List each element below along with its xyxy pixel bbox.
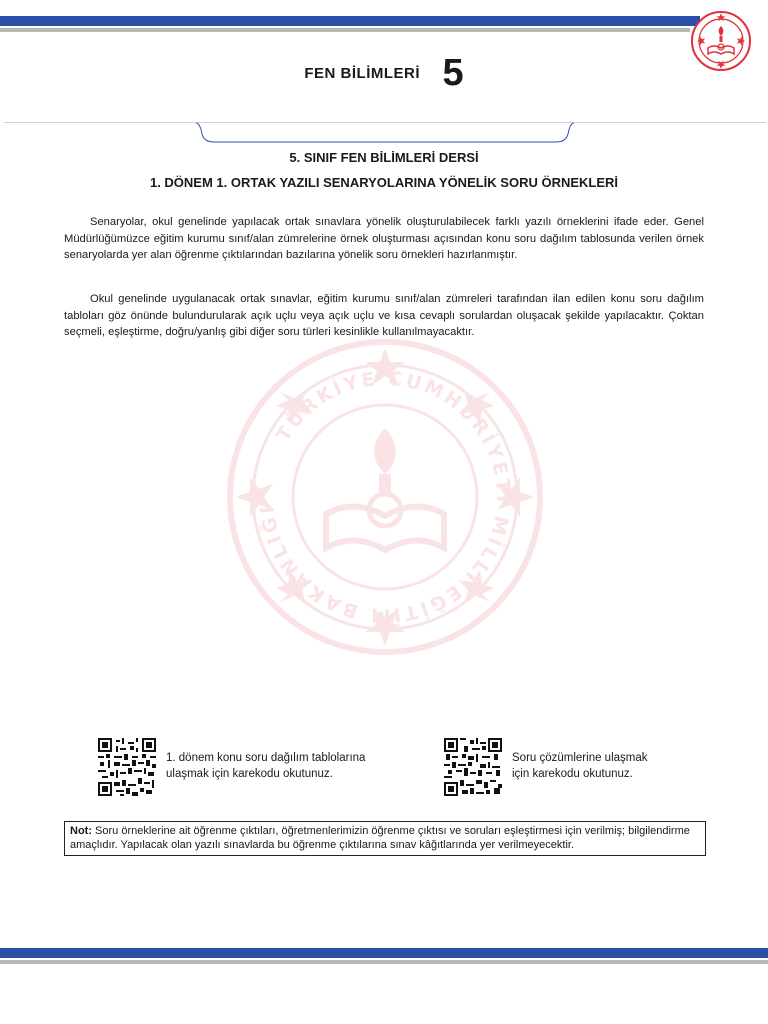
watermark-ring-text: TÜRKİYE CUMHURİYETİ MİLLİ EĞİTİM BAKANLIĞI: [256, 367, 515, 627]
note-box: [64, 821, 706, 856]
document-subtitle: 1. DÖNEM 1. ORTAK YAZILI SENARYOLARINA YÖNELİK SORU ÖRNEKLERİ: [149, 175, 619, 190]
qr-caption-distribution: 1. dönem konu soru dağılım tablolarına ulaşmak için karekodu okutunuz.: [166, 752, 366, 780]
document-title: 5. SINIF FEN BİLİMLERİ DERSİ: [289, 150, 479, 165]
intro-paragraph: Senaryolar, okul genelinde yapılacak ortak sınavlara yönelik oluşturulabilecek farklı yazılı örneklerini ifade eder. Genel Müdürlüğümüzce eğitim kurumu sınıf/alan zümrelerine örnek oluşturması açısından konu soru dağılım tablosunda verilen örnek senaryolarda yer alan öğrenme çıktılarından bazılarına yönelik soru örnekleri hazırlanmıştır.: [64, 216, 704, 262]
subject-title: FEN BİLİMLERİ: [304, 65, 421, 82]
top-gray-bar: [0, 28, 690, 32]
qr-caption-solutions: Soru çözümlerine ulaşmak için karekodu okutunuz.: [512, 752, 648, 780]
meb-seal-watermark-icon: [226, 338, 544, 656]
grade-number: 5: [442, 52, 464, 94]
note-text: Soru örneklerine ait öğrenme çıktıları, öğretmenlerimizin öğrenme çıktısı ve soruları eşleştirmesi için verilmiş; bilgilendirme amaçlıdır. Yapılacak olan yazılı sınavlarda bu öğrenme çıktılarına sınav kâğıtlarında yer verilmeyecektir.: [70, 825, 690, 851]
bottom-accent-bar: [0, 948, 768, 958]
top-accent-bar: [0, 16, 700, 26]
rules-paragraph: Okul genelinde uygulanacak ortak sınavlar, eğitim kurumu sınıf/alan zümreleri tarafından ilan edilen konu soru dağılım tabloları göz önünde bulundurularak açık uçlu veya açık uçlu ve kısa cevaplı sorulardan oluşacak şekilde yapılacaktır. Çoktan seçmeli, eşleştirme, doğru/yanlış gibi diğer soru türleri kesinlikle kullanılmayacaktır.: [64, 293, 704, 339]
qr-code-icon[interactable]: [444, 738, 502, 796]
page-header: [0, 52, 768, 95]
header-tab-decoration: [194, 122, 576, 144]
qr-code-icon[interactable]: [98, 738, 156, 796]
note-label: Not:: [70, 825, 92, 837]
bottom-gray-bar: [0, 960, 768, 964]
